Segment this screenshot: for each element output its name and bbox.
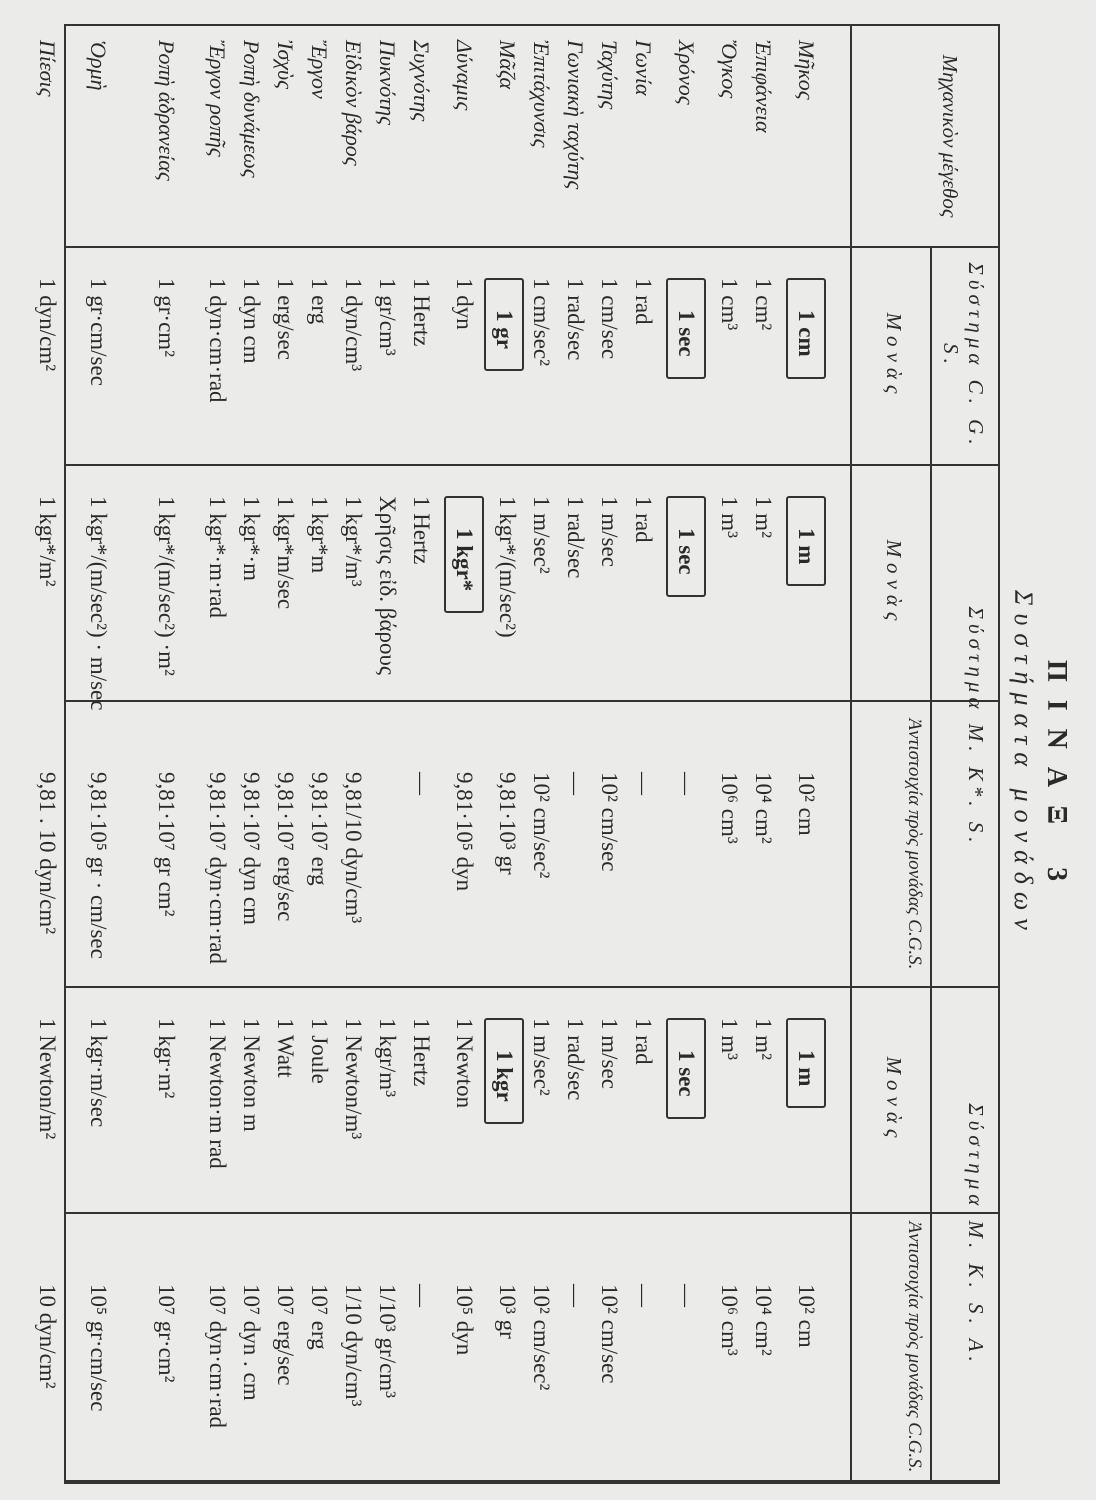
table-row (200, 466, 234, 700)
mksa-unit-cell: 1 m³ (717, 1018, 742, 1061)
table-row (200, 988, 234, 1212)
table-row (626, 466, 660, 700)
table-row (780, 988, 832, 1212)
cgs-unit-cell: 1 Hertz (409, 278, 434, 347)
quantity-cell: Μᾶζα (495, 40, 520, 90)
table-row (132, 466, 200, 700)
table-row (660, 1214, 712, 1480)
quantity-rows (30, 26, 850, 246)
table-row (234, 248, 268, 464)
table-row (490, 466, 524, 700)
mksa-unit-cell: 1 rad/sec (563, 1018, 588, 1101)
table-row (746, 988, 780, 1212)
cgs-unit-cell: 1 gr/cm³ (375, 278, 400, 356)
mks-star-system-label: Σύστημα M. K*. S. (964, 606, 988, 848)
cgs-unit-label: Μονὰς (882, 312, 906, 400)
mks-star-unit-cell: 1 kgr*m (307, 496, 332, 574)
table-row (404, 26, 438, 246)
table-row (302, 702, 336, 986)
table-row (746, 26, 780, 246)
cgs-unit-cell: 1 gr·cm² (154, 278, 179, 358)
table-row (302, 988, 336, 1212)
table-row (490, 988, 524, 1212)
mks-star-corr-cell: 9,81·10⁵ gr · cm/sec (86, 772, 111, 959)
mks-star-unit-cell: 1 kgr* (444, 496, 484, 613)
cgs-unit-cell: 1 cm/sec (597, 278, 622, 360)
table-row (712, 26, 746, 246)
quantity-cell: Ταχύτης (597, 40, 622, 110)
mksa-unit-cell: 1 Newton/m³ (341, 1018, 366, 1140)
table-row (64, 466, 132, 711)
mksa-unit-cell: 1 m² (751, 1018, 776, 1061)
mks-star-unit-cell: 1 kgr*/(m/sec²) · m/sec (86, 496, 111, 711)
mks-star-corr-cell: 9,81 . 10 dyn/cm² (35, 772, 60, 935)
mks-star-corr-cell: 10² cm (794, 772, 819, 836)
table-row (336, 988, 370, 1212)
table-row (30, 26, 64, 246)
mks-star-unit-cell: 1 kgr*/m³ (341, 496, 366, 587)
mks-star-corr-cell: 9,81·10⁷ erg (307, 772, 332, 886)
table-row (592, 26, 626, 246)
table-row (780, 466, 832, 700)
table-row (370, 248, 404, 464)
mksa-corr-cell: 10⁷ erg/sec (273, 1284, 298, 1386)
quantity-cell: Ἔργον (307, 40, 332, 99)
mks-star-unit-cell: 1 kgr*m/sec (273, 496, 298, 610)
mksa-corr-cell: 10⁵ gr·cm/sec (86, 1284, 111, 1412)
mksa-corr-cell: — (674, 1284, 699, 1307)
mks-star-unit-cell: 1 Hertz (409, 496, 434, 565)
cgs-unit-cell: 1 dyn (452, 278, 477, 330)
table-row (438, 1214, 490, 1480)
table-row (660, 988, 712, 1212)
mks-star-unit-cell: 1 kgr*·m·rad (205, 496, 230, 618)
table-row (592, 466, 626, 700)
table-row (712, 988, 746, 1212)
quantity-header (850, 26, 998, 246)
mksa-unit-cell: 1 m (786, 1018, 826, 1108)
table-row (302, 466, 336, 700)
mks-star-corr-cell: 10² cm/sec (597, 772, 622, 872)
table-row (234, 1214, 268, 1480)
mksa-corr-cell: — (409, 1284, 434, 1307)
table-row (30, 248, 64, 464)
table-row (30, 702, 64, 986)
quantity-cell: Ὄγκος (717, 40, 742, 99)
cgs-unit-cell: 1 gr (484, 278, 524, 371)
mks-star-corr-cell: — (631, 772, 656, 795)
mks-star-corr-rows (30, 702, 850, 986)
quantity-cell: Γωνιακὴ ταχύτης (563, 40, 588, 190)
table-row (200, 1214, 234, 1480)
table-row (336, 248, 370, 464)
mks-star-unit-cell: 1 m/sec (597, 496, 622, 567)
table-row (302, 248, 336, 464)
mksa-corr-cell: 10⁶ cm³ (717, 1284, 742, 1356)
mks-star-corr-cell: 10⁴ cm² (751, 772, 776, 844)
table-row (370, 1214, 404, 1480)
mks-star-corr-cell: 9,81·10⁵ dyn (452, 772, 477, 892)
table-row (746, 466, 780, 700)
quantity-cell: Χρόνος (674, 40, 699, 105)
table-row (592, 702, 626, 986)
table-row (438, 988, 490, 1212)
mksa-corr-cell: 10⁷ dyn·cm·rad (205, 1284, 230, 1429)
mksa-unit-cell: 1 kgr·m/sec (86, 1018, 111, 1128)
mksa-unit-cell: 1 kgr (484, 1018, 524, 1124)
mks-star-corr-cell: — (409, 772, 434, 795)
table-row (626, 248, 660, 464)
cgs-system-label: Σύστημα C. G. S. (939, 262, 988, 450)
table-row (200, 26, 234, 246)
mks-star-unit-cell: 1 sec (666, 496, 706, 597)
mksa-unit-cell: 1 Newton/m² (35, 1018, 60, 1140)
mksa-unit-cell: 1 kgr·m² (154, 1018, 179, 1099)
table-row (780, 248, 832, 464)
mks-star-unit-cell: 1 m (786, 496, 826, 586)
table-row (746, 702, 780, 986)
mks-star-corr-cell: 9,81·10⁷ dyn·cm·rad (205, 772, 230, 964)
mksa-unit-cell: 1 Newton m (239, 1018, 264, 1132)
cgs-unit-cell: 1 erg/sec (273, 278, 298, 360)
table-row (524, 466, 558, 700)
quantity-cell: Συχνότης (409, 40, 434, 122)
table-row (558, 702, 592, 986)
table-row (64, 26, 132, 246)
mksa-unit-cell: 1 Watt (273, 1018, 298, 1078)
quantity-cell: Ἐπιτάχυνσις (529, 40, 554, 148)
mksa-unit-cell: 1 Joule (307, 1018, 332, 1084)
table-row (746, 1214, 780, 1480)
table-row (268, 248, 302, 464)
mksa-corr-cell: 10² cm/sec (597, 1284, 622, 1384)
mks-star-unit-label: Μονὰς (882, 539, 906, 627)
cgs-unit-cell: 1 rad/sec (563, 278, 588, 361)
table-row (302, 26, 336, 246)
table-row (712, 1214, 746, 1480)
table-row (132, 1214, 200, 1480)
cgs-unit-cell: 1 dyn/cm³ (341, 278, 366, 372)
cgs-column (35, 248, 998, 466)
table-row (558, 988, 592, 1212)
table-row (30, 988, 64, 1212)
table-row (660, 26, 712, 246)
cgs-unit-cell: 1 cm/sec² (529, 278, 554, 367)
table-row (336, 1214, 370, 1480)
table-row (524, 248, 558, 464)
mks-star-unit-cell: 1 m² (751, 496, 776, 539)
cgs-unit-cell: 1 cm³ (717, 278, 742, 331)
table-row (660, 248, 712, 464)
table-row (132, 702, 200, 986)
mks-star-corr-cell: — (674, 772, 699, 795)
table-row (490, 26, 524, 246)
table-row (490, 248, 524, 464)
table-row (132, 988, 200, 1212)
mksa-unit-column (35, 988, 998, 1214)
quantity-cell: Ἐπιφάνεια (751, 40, 776, 133)
page-subtitle: Συστήματα μονάδων (1009, 590, 1038, 938)
mksa-rows (30, 988, 850, 1212)
table-row (626, 1214, 660, 1480)
mksa-corr-cell: 1/10³ gr/cm³ (375, 1284, 400, 1399)
mksa-corr-cell: 10² cm/sec² (529, 1284, 554, 1391)
mksa-corr-label: Ἀντιστοιχία πρὸς μονάδας C.G.S. (904, 1221, 925, 1473)
table-row (524, 988, 558, 1212)
table-row (268, 1214, 302, 1480)
mks-star-unit-cell: 1 kgr*/(m/sec²) (495, 496, 520, 638)
table-row (30, 1214, 64, 1480)
quantity-cell: Πυκνότης (375, 40, 400, 126)
table-row (370, 702, 404, 986)
mks-star-unit-cell: 1 kgr*·m (239, 496, 264, 581)
mks-star-unit-cell: 1 kgr*/(m/sec²) ·m² (154, 496, 179, 676)
mksa-unit-cell: 1 sec (666, 1018, 706, 1119)
table-row (780, 1214, 832, 1480)
table-row (660, 466, 712, 700)
table-row (370, 26, 404, 246)
cgs-header (850, 248, 998, 464)
mks-star-corr-label: Ἀντιστοιχία πρὸς μονάδας C.G.S. (904, 718, 925, 970)
mks-star-corr-cell: 9,81·10³ gr (495, 772, 520, 875)
table-row (336, 466, 370, 700)
table-row (626, 702, 660, 986)
table-row (268, 26, 302, 246)
table-row (234, 466, 268, 700)
mksa-corr-cell: 1/10 dyn/cm³ (341, 1284, 366, 1407)
cgs-unit-cell: 1 rad (631, 278, 656, 325)
cgs-unit-cell: 1 erg (307, 278, 332, 325)
table-row (370, 466, 404, 700)
quantity-cell: Ροπὴ ἀδρανείας (154, 40, 179, 181)
table-row (404, 248, 438, 464)
mks-star-unit-cell: 1 rad/sec (563, 496, 588, 579)
table-row (712, 702, 746, 986)
mksa-corr-cell: 10⁷ gr·cm² (154, 1284, 179, 1383)
mksa-corr-rows (30, 1214, 850, 1480)
table-row (404, 1214, 438, 1480)
mks-star-corr-column (35, 702, 998, 988)
cgs-unit-cell: 1 sec (666, 278, 706, 379)
quantity-column (35, 26, 998, 248)
mksa-corr-cell: 10² cm (794, 1284, 819, 1348)
mks-star-corr-cell: 10² cm/sec² (529, 772, 554, 879)
table-row (780, 702, 832, 986)
table-row (370, 988, 404, 1212)
table-row (64, 702, 132, 986)
table-row (302, 1214, 336, 1480)
mksa-unit-cell: 1 rad (631, 1018, 656, 1065)
quantity-header-label: Μηχανικὸν μέγεθος (938, 54, 962, 218)
table-row (558, 26, 592, 246)
mksa-corr-cell: 10³ gr (495, 1284, 520, 1339)
table-row (660, 702, 712, 986)
table-row (64, 1214, 132, 1480)
quantity-cell: Πίεσις (35, 40, 60, 97)
table-row (558, 466, 592, 700)
quantity-cell: Μῆκος (794, 40, 819, 100)
table-row (404, 702, 438, 986)
table-row (234, 702, 268, 986)
mksa-corr-cell: — (631, 1284, 656, 1307)
table-row (336, 702, 370, 986)
mksa-unit-cell: 1 Newton (452, 1018, 477, 1109)
table-row (490, 702, 524, 986)
table-row (438, 26, 490, 246)
table-row (64, 988, 132, 1212)
table-row (712, 466, 746, 700)
cgs-rows (30, 248, 850, 464)
mks-star-unit-cell: 1 m/sec² (529, 496, 554, 574)
table-row (558, 1214, 592, 1480)
table-row (780, 26, 832, 246)
mks-star-corr-cell (375, 702, 400, 772)
quantity-cell: Εἰδικὸν βάρος (341, 40, 366, 166)
mksa-corr-cell: 10⁷ erg (307, 1284, 332, 1350)
table-row (592, 248, 626, 464)
mks-star-unit-cell: 1 m³ (717, 496, 742, 539)
table-row (592, 988, 626, 1212)
table-row (132, 248, 200, 464)
mksa-system-label: Σύστημα M. K. S. A. (964, 1103, 988, 1367)
mksa-corr-cell: 10 dyn/cm² (35, 1284, 60, 1389)
cgs-unit-cell: 1 dyn/cm² (35, 278, 60, 372)
cgs-unit-cell: 1 dyn cm (239, 278, 264, 364)
mks-star-unit-column (35, 466, 998, 711)
table-row (268, 702, 302, 986)
table-row (746, 248, 780, 464)
page-title: ΠΙΝΑΞ 3 (1041, 660, 1072, 900)
quantity-cell: Ὁρμὴ (86, 40, 111, 91)
mks-star-corr-cell: 9,81·10⁷ erg/sec (273, 772, 298, 922)
table-row (438, 702, 490, 986)
table-row (30, 466, 64, 700)
mksa-unit-cell: 1 m/sec² (529, 1018, 554, 1096)
mksa-unit-label: Μονὰς (882, 1056, 906, 1144)
mks-star-corr-cell: 9,81·10⁷ gr cm² (154, 772, 179, 917)
table-row (200, 248, 234, 464)
table-row (268, 466, 302, 700)
table-row (200, 702, 234, 986)
table-row (268, 988, 302, 1212)
mks-star-corr-cell: — (563, 772, 588, 795)
cgs-unit-cell: 1 cm² (751, 278, 776, 331)
cgs-unit-cell: 1 cm (786, 278, 826, 379)
table-row (524, 702, 558, 986)
mks-star-corr-cell: 9,81·10⁷ dyn cm (239, 772, 264, 926)
quantity-cell: Ἔργον ροπῆς (205, 40, 230, 157)
mksa-corr-cell: 10⁴ cm² (751, 1284, 776, 1356)
table-row (438, 248, 490, 464)
table-row (64, 248, 132, 464)
table-row (524, 26, 558, 246)
table-row (490, 1214, 524, 1480)
units-table-rotated (35, 24, 1000, 1484)
table-row (592, 1214, 626, 1480)
mks-star-rows (30, 466, 850, 711)
table-row (438, 466, 490, 700)
quantity-cell: Ροπὴ δυνάμεως (239, 40, 264, 178)
table-row (626, 988, 660, 1212)
table-row (712, 248, 746, 464)
table-row (234, 26, 268, 246)
cgs-unit-cell: 1 dyn·cm·rad (205, 278, 230, 403)
table-row (132, 26, 200, 246)
table-row (404, 466, 438, 700)
quantity-cell: Ἰσχὺς (273, 40, 298, 90)
table-row (336, 26, 370, 246)
table-row (234, 988, 268, 1212)
mksa-unit-cell: 1 m/sec (597, 1018, 622, 1089)
table-row (524, 1214, 558, 1480)
mksa-unit-cell: 1 kgr/m³ (375, 1018, 400, 1098)
mks-star-unit-cell: Χρῆσις εἰδ. βάρους (375, 496, 400, 675)
quantity-cell: Δύναμις (452, 40, 477, 111)
table-row (404, 988, 438, 1212)
cgs-unit-cell: 1 gr·cm/sec (86, 278, 111, 386)
mks-star-corr-cell: 10⁶ cm³ (717, 772, 742, 844)
mksa-corr-cell: 10⁷ dyn . cm (239, 1284, 264, 1401)
mksa-unit-cell: 1 Hertz (409, 1018, 434, 1087)
mks-star-unit-cell: 1 rad (631, 496, 656, 543)
table-row (626, 26, 660, 246)
mks-star-unit-cell: 1 kgr*/m² (35, 496, 60, 587)
quantity-cell: Γωνία (631, 40, 656, 96)
mksa-corr-column (35, 1214, 998, 1482)
table-row (558, 248, 592, 464)
mksa-corr-cell: 10⁵ dyn (452, 1284, 477, 1356)
mks-star-corr-cell: 9,81/10 dyn/cm³ (341, 772, 366, 924)
mksa-corr-cell: — (563, 1284, 588, 1307)
mksa-unit-cell: 1 Newton·m rad (205, 1018, 230, 1169)
units-table (35, 24, 1000, 1484)
